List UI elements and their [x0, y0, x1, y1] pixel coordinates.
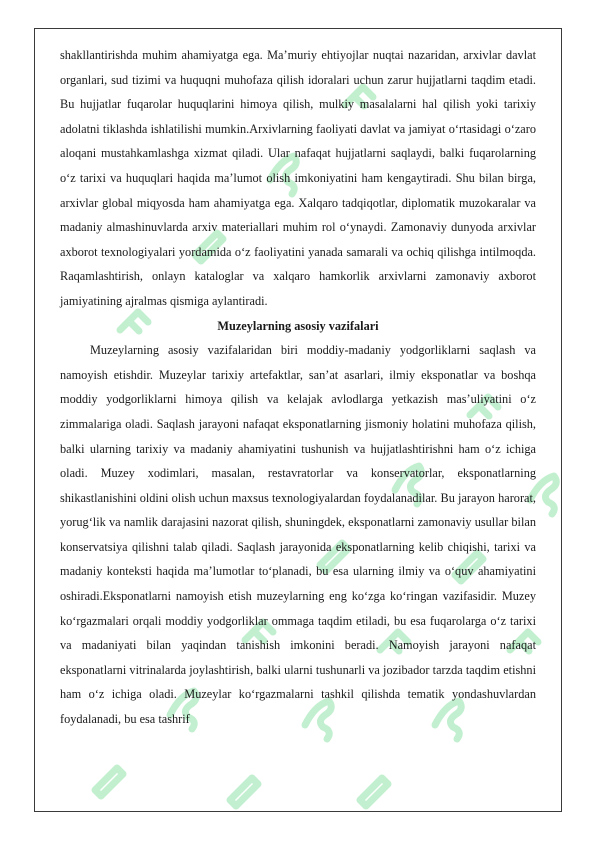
paragraph-main: Muzeylarning asosiy vazifalaridan biri moddiy-madaniy yodgorliklarni saqlash va namoyish etishdir. Muzeylar tarixiy artefaktlar, san’at asarlari, ilmiy eksponatlar va boshqa moddiy yodgorliklarni himoya qilish va kelajak avlodlarga yetkazish mas’uliyatini o‘z zimmalariga oladi. Saqlash jarayoni nafaqat eksponatlarning jismoniy holatini muhofaza qilish, balki ularning tarixiy va madaniy ahamiyatini tushunish va hujjatlashtirishni ham o‘z ichiga oladi. Muzey xodimlari, masalan, restavratorlar va konservatorlar, eksponatlarning shikastlanishini oldini olish uchun maxsus texnologiyalardan foydalanadilar. Bu jarayon harorat, yorug‘lik va namlik darajasini nazorat qilish, shuningdek, eksponatlarni zamonaviy usullar bilan konservatsiya qilishni talab qiladi. Saqlash jarayonida eksponatlarning kelib chiqishi, tarixi va madaniy konteksti haqida ma’lumotlar to‘planadi, bu esa ularning ilmiy va o‘quv ahamiyatini oshiradi.Eksponatlarni namoyish etish muzeylarning eng ko‘zga ko‘ringan vazifasidir. Muzey ko‘rgazmalari orqali moddiy yodgorliklar ommaga taqdim etiladi, bu esa fuqarolarga o‘z tarixi va madaniyati bilan yaqindan tanishish imkonini beradi. Namoyish jarayoni nafaqat eksponatlarni vitrinalarda joylashtirish, balki ularni tushunarli va jozibador tarzda taqdim etishni ham o‘z ichiga oladi. Muzeylar ko‘rgazmalarni tashkil qilishda tematik yondashuvlardan foydalanadi, bu esa tashrif	[60, 343, 536, 727]
document-body	[60, 43, 536, 732]
section-heading: Muzeylarning asosiy vazifalari	[217, 318, 379, 333]
paragraph-intro: shakllantirishda muhim ahamiyatga ega. Ma’muriy ehtiyojlar nuqtai nazaridan, arxivlar davlat organlari, sud tizimi va huquqni muhofaza qilish idoralari uchun zarur hujjatlarni taqdim etadi. Bu hujjatlar fuqarolar huquqlarini himoya qilish, mulkiy masalalarni hal qilish yoki tarixiy adolatni tiklashda ishlatilishi mumkin.Arxivlarning faoliyati davlat va jamiyat o‘rtasidagi o‘zaro aloqani mustahkamlashga xizmat qiladi. Ular nafaqat hujjatlarni saqlaydi, balki fuqarolarning o‘z tarixi va huquqlari haqida ma’lumot olish imkoniyatini ham kengaytiradi. Shu bilan birga, arxivlar global miqyosda ham ahamiyatga ega. Xalqaro tadqiqotlar, diplomatik muzokaralar va madaniy almashinuvlarda arxiv materiallari muhim rol o‘ynaydi. Zamonaviy dunyoda arxivlar axborot texnologiyalari yordamida o‘z faoliyatini yanada samarali va ochiq qilishga intilmoqda. Raqamlashtirish, onlayn kataloglar va xalqaro hamkorlik arxivlarni zamonaviy axborot jamiyatining ajralmas qismiga aylantiradi.	[60, 48, 536, 308]
